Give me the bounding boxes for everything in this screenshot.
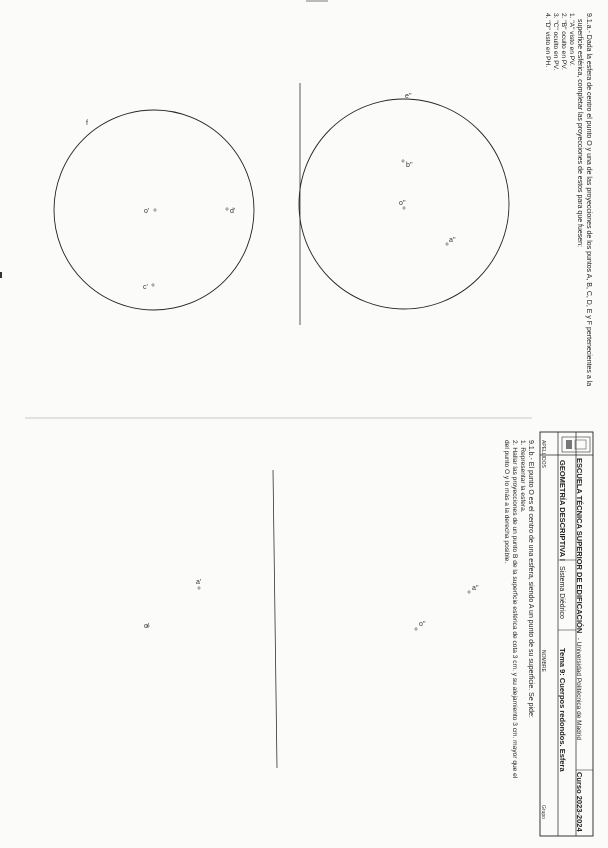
label-o1: o' — [144, 208, 150, 215]
exercise-b-item-3: del punto O y lo más a la derecha posible. — [503, 440, 510, 564]
name-field[interactable]: NOMBRE — [540, 650, 546, 672]
label-o2-b: o'' — [419, 621, 426, 628]
exercise-a-title: 9.1.a.- Dada la esfera de centro el punto O y una de las proyecciones de los puntos A, B, C, D, E y F pertenecientes a la — [585, 13, 592, 387]
label-f: f — [86, 120, 88, 127]
point-d1-mark — [225, 207, 229, 211]
exercise-b-item-2: 2. Hallar las proyecciones de un punto B de la superficie esférica de cota 3 cm. y su alejamiento 3 cm. mayor que el — [511, 440, 518, 779]
school-name: ESCUELA TÉCNICA SUPERIOR DE EDIFICACIÓN — [575, 458, 584, 634]
point-o2b-mark — [414, 627, 418, 631]
label-b2: b'' — [406, 162, 413, 169]
edge-mark-top — [306, 0, 328, 2]
point-a2b-mark — [467, 590, 471, 594]
label-o1-b: o' — [144, 623, 150, 630]
course-cell: Curso 2023-2024 — [575, 772, 584, 832]
exercise-a-item-3: 3. "C" oculto en PV. — [552, 13, 559, 71]
label-a2-b: a'' — [472, 585, 479, 592]
subject-cell: GEOMETRÍA DESCRIPTIVA I — [558, 460, 567, 561]
group-field[interactable]: Grupo — [540, 805, 546, 819]
label-a2: a'' — [449, 237, 456, 244]
header-row-1 — [572, 458, 590, 740]
edge-mark — [0, 272, 2, 278]
point-b2-mark — [401, 159, 405, 163]
surname-field[interactable]: APELLIDOS — [540, 440, 546, 468]
label-a1-b: a' — [196, 579, 202, 586]
label-d1: d' — [230, 208, 236, 215]
exercise-a-title-cont: superficie esférica, completar las proyecciones de estos para que fuesen: — [576, 19, 583, 248]
university-name: - Universidad Politécnica de Madrid — [575, 637, 582, 740]
topic-cell: Tema 9: Cuerpos redondos. Esfera — [558, 648, 567, 772]
exercise-a-item-1: 1. "A" visto en PV. — [568, 13, 575, 66]
label-c1: c' — [143, 284, 148, 291]
exercise-b-item-1: 1. Representar la esfera. — [519, 440, 526, 513]
ground-line-b — [273, 470, 277, 768]
label-e2: e'' — [405, 93, 412, 100]
point-c1-mark — [151, 283, 155, 287]
system-cell: Sistema Diédrico — [558, 566, 565, 619]
exercise-b-text — [502, 440, 535, 778]
exercise-a-item-2: 2. "B" oculto en PV. — [560, 13, 567, 70]
point-a1b-mark — [197, 586, 201, 590]
exercise-a-text — [543, 13, 593, 386]
point-o1-mark — [153, 208, 157, 212]
label-o2: o'' — [399, 200, 406, 207]
exercise-a-item-4: 4. "D" visto en PH. — [544, 13, 551, 68]
exercise-b-title: 9.1.b.- El punto O es el centro de una esfera, siendo A un punto de su superficie. Se pide: — [527, 440, 534, 718]
